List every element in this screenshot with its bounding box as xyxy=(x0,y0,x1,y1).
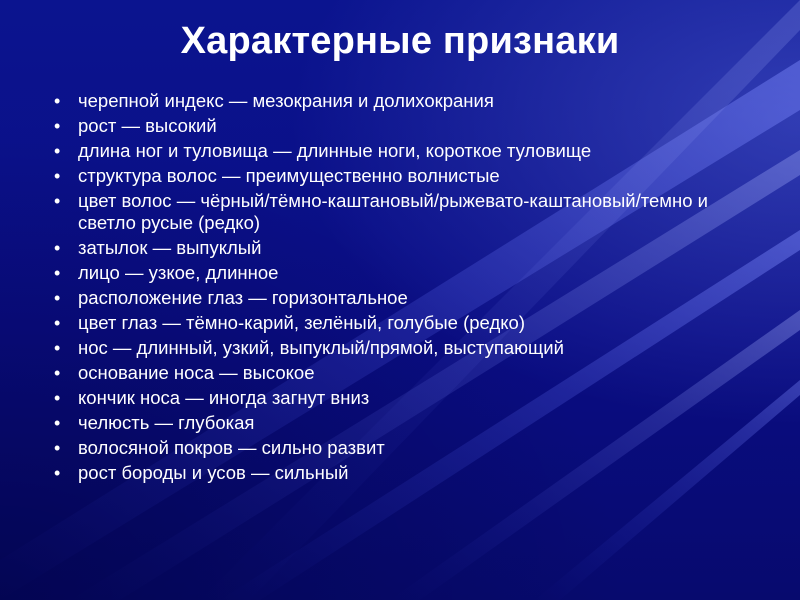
bullet-icon: • xyxy=(54,166,61,186)
list-item: • основание носа — высокое xyxy=(54,362,315,383)
bullet-icon: • xyxy=(54,413,61,433)
bullet-icon: • xyxy=(54,238,61,258)
slide-title: Характерные признаки xyxy=(180,20,620,62)
list-item: • структура волос — преимущественно волнистые xyxy=(54,165,500,186)
bullet-icon: • xyxy=(54,363,61,383)
list-item: • длина ног и туловища — длинные ноги, короткое туловище xyxy=(54,140,592,161)
list-item: • кончик носа — иногда загнут вниз xyxy=(54,387,370,408)
list-item: • цвет волос — чёрный/тёмно-каштановый/рыжевато-каштановый/темно и светло русые (редко) xyxy=(54,190,708,233)
bullet-icon: • xyxy=(54,116,61,136)
bullet-icon: • xyxy=(54,463,61,483)
list-item: • нос — длинный, узкий, выпуклый/прямой, выступающий xyxy=(54,337,564,358)
bullet-icon: • xyxy=(54,313,61,333)
list-item: • волосяной покров — сильно развит xyxy=(54,437,385,458)
bullet-icon: • xyxy=(54,191,61,211)
list-item: • черепной индекс — мезокрания и долихокрания xyxy=(54,90,494,111)
bullet-icon: • xyxy=(54,438,61,458)
bullet-icon: • xyxy=(54,141,61,161)
bullet-icon: • xyxy=(54,91,61,111)
list-item: • затылок — выпуклый xyxy=(54,237,262,258)
list-item: • рост — высокий xyxy=(54,115,217,136)
list-item: • лицо — узкое, длинное xyxy=(54,262,279,283)
bullet-icon: • xyxy=(54,388,61,408)
bullet-icon: • xyxy=(54,338,61,358)
list-item: • челюсть — глубокая xyxy=(54,412,255,433)
list-item: • расположение глаз — горизонтальное xyxy=(54,287,408,308)
list-item: • рост бороды и усов — сильный xyxy=(54,462,349,483)
bullet-icon: • xyxy=(54,288,61,308)
bullet-list xyxy=(50,90,750,487)
bullet-icon: • xyxy=(54,263,61,283)
list-item: • цвет глаз — тёмно-карий, зелёный, голубые (редко) xyxy=(54,312,525,333)
